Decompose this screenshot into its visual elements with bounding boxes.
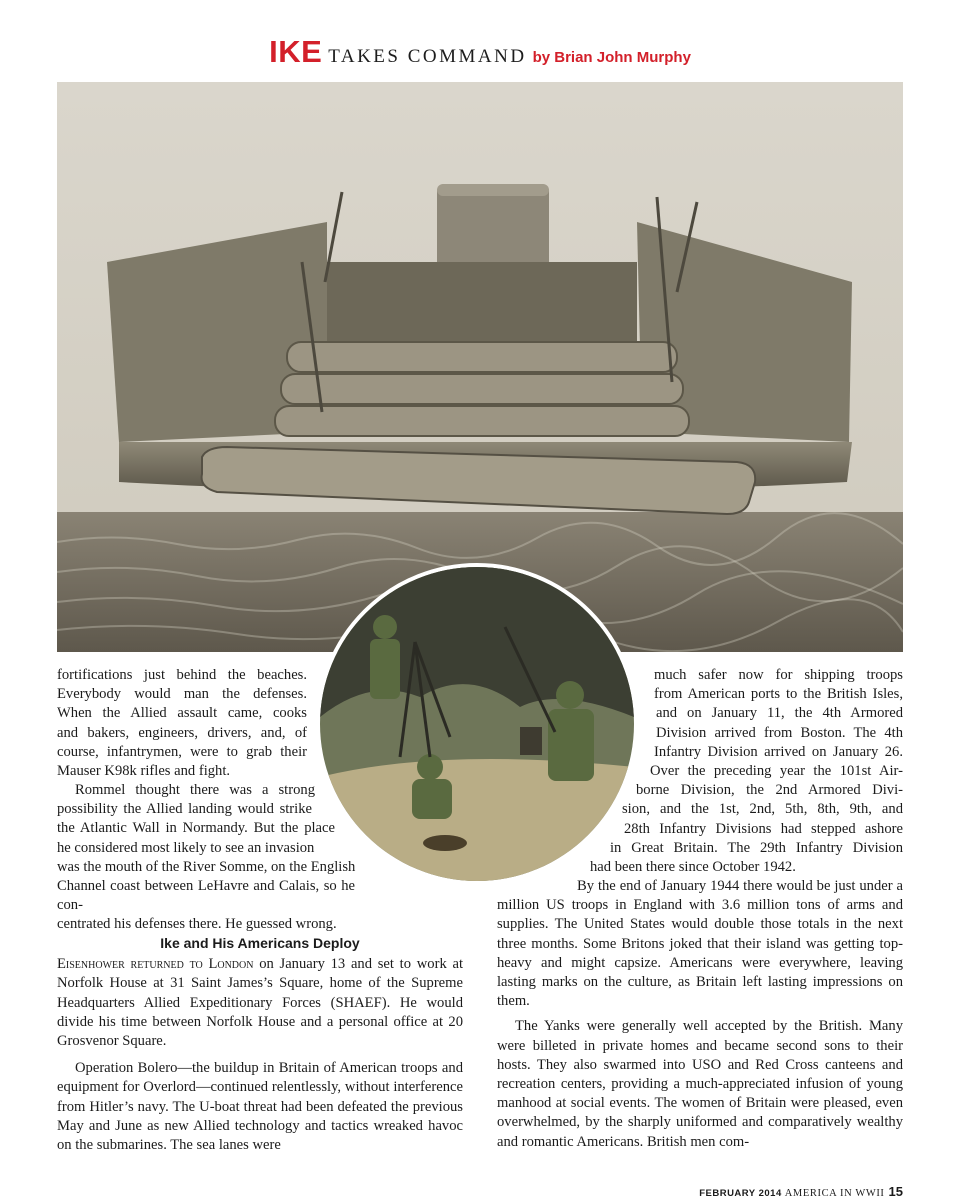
footer-magazine: AMERICA IN WWII [784,1188,885,1199]
left-paragraph-1 [57,666,307,781]
left-column-wrap [57,781,377,877]
text-line: and bakers, engineers, drivers, and, of [57,724,307,741]
text-line: was the mouth of the River Somme, on the English [57,858,356,875]
text-line: possibility the Allied landing would strike [57,801,312,818]
text-line: Infantry Division arrived on January 26. [654,743,903,760]
text-line: Rommel thought there was a strong [75,782,315,798]
left-paragraph-4: Operation Bolero—the buildup in Britain of American troops and equipment for Overlord—continued relentlessly, without interference from Hitler’s navy. The U-boat threat had been defeated the previous May and June as new Allied technology and tactics wreaked havoc on the submarines. The sea lanes were [57,1060,463,1154]
text-line: Division arrived from Boston. The 4th [656,724,903,741]
paragraph-text: on January 13 and set to work at Norfolk House at 31 Saint James’s Square, home of the Supreme Headquarters Allied Expeditionary Forces (SHAEF). He would divide his time between Norfolk House and a personal office at 20 Grosvenor Square. [57,956,464,1050]
text-line: fortifications just behind the beaches. [57,667,307,683]
right-column-top [586,666,903,877]
section-subhead: Ike and His Americans Deploy [160,935,360,951]
text-line: the Atlantic Wall in Normandy. But the place [57,820,335,837]
text-line: course, infantrymen, were to grab their [57,743,307,760]
left-column-bottom [57,922,463,1155]
text-line: from American ports to the British Isles, [654,686,903,703]
text-line: and on January 11, the 4th Armored [656,705,903,722]
text-line: in Great Britain. The 29th Infantry Division [610,839,903,856]
text-line: Over the preceding year the 101st Air- [650,763,903,780]
article-header [0,34,960,70]
text-line: When the Allied assault came, cooks [57,705,307,722]
text-line: much safer now for shipping troops [654,667,903,683]
footer-date: FEBRUARY 2014 [699,1188,782,1199]
right-paragraph-2 [497,877,903,1011]
left-paragraph-3 [57,955,463,1051]
paragraph-text: By the end of January 1944 there would be just [577,878,856,894]
text-line: Mauser K98k rifles and fight. [57,763,231,780]
lead-in-smallcaps: Eisenhower returned to London [57,956,254,973]
header-title: TAKES COMMAND [328,46,527,67]
right-paragraph-3: The Yanks were generally well accepted by the British. Many were billeted in private homes and became second sons to their hosts. They also swarmed into USO and Red Cross canteens and recreation centers, providing a much-appreciated infusion of young manhood at social events. The women of Britain were pleased, even overwhelmed, by the sharply uniformed and comparatively wealthy and romantic Americans. British men com- [497,1018,903,1150]
text-line: 28th Infantry Divisions had stepped ashore [624,820,903,837]
text-line: he considered most likely to see an invasion [57,839,315,856]
right-column-bottom [497,877,903,1152]
text-line: Channel coast between LeHavre and Calais, so he con- [57,878,355,914]
paragraph-text: under a million US troops in England with 3.6 million tons of arms and supplies. The United States would double those totals in the next three months. Some Britons joked that their island was getting top-heavy and might capsize. Americans were everywhere, leaving lasting marks on the culture, as Britain left lasting impressions on them. [497,878,903,1010]
left-column-top [57,666,307,781]
page-footer [699,1184,903,1200]
text-line: sion, and the 1st, 2nd, 5th, 8th, 9th, and [622,801,903,818]
page-number: 15 [888,1184,903,1199]
text-line: had been there since October 1942. [590,859,796,876]
text-line: borne Division, the 2nd Armored Divi- [636,782,903,799]
text-line: centrated his defenses there. He guessed wrong. [57,916,337,933]
header-ike: IKE [269,34,323,69]
text-line: Everybody would man the defenses. [57,686,307,703]
header-byline: by Brian John Murphy [532,49,691,66]
